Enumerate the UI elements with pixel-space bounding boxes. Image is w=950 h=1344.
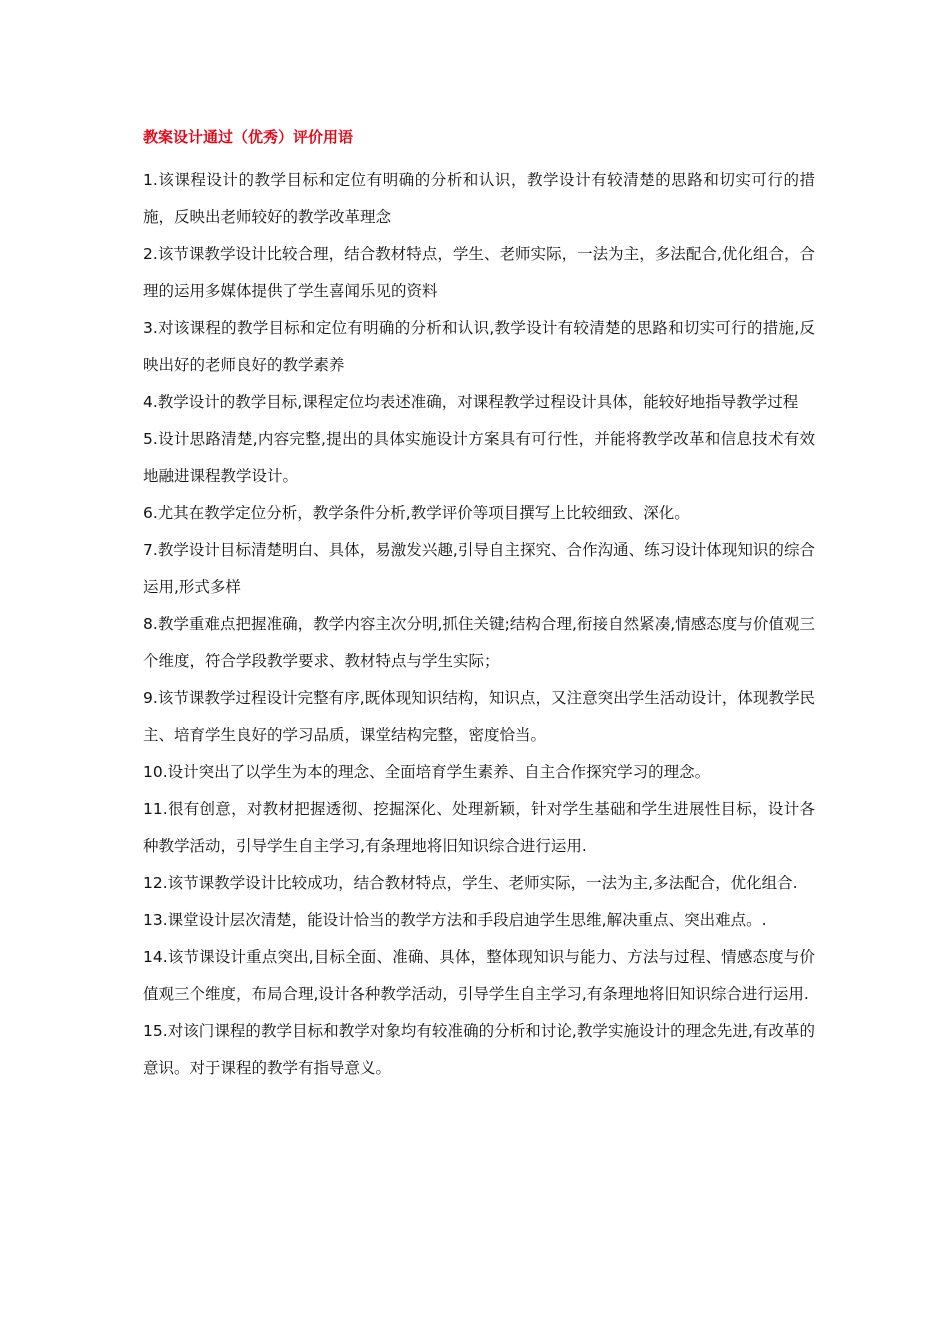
document-title: 教案设计通过（优秀）评价用语: [143, 128, 354, 146]
list-item: 2.该节课教学设计比较合理，结合教材特点，学生、老师实际，一法为主，多法配合,优化组合，合理的运用多媒体提供了学生喜闻乐见的资料: [143, 245, 815, 300]
list-item: 8.教学重难点把握准确，教学内容主次分明,抓住关键;结构合理,衔接自然紧凑,情感态度与价值观三个维度，符合学段教学要求、教材特点与学生实际；: [143, 615, 815, 670]
list-item: 14.该节课设计重点突出,目标全面、准确、具体，整体现知识与能力、方法与过程、情感态度与价值观三个维度，布局合理,设计各种教学活动，引导学生自主学习,有条理地将旧知识综合进行运用.: [143, 948, 815, 1003]
list-item: 3.对该课程的教学目标和定位有明确的分析和认识,教学设计有较清楚的思路和切实可行的措施,反映出好的老师良好的教学素养: [143, 319, 815, 374]
list-item: 11.很有创意，对教材把握透彻、挖掘深化、处理新颖，针对学生基础和学生进展性目标，设计各种教学活动，引导学生自主学习,有条理地将旧知识综合进行运用.: [143, 800, 815, 855]
list-item: 6.尤其在教学定位分析，教学条件分析,教学评价等项目撰写上比较细致、深化。: [143, 504, 690, 522]
list-item: 4.教学设计的教学目标,课程定位均表述准确，对课程教学过程设计具体，能较好地指导教学过程: [143, 393, 799, 411]
list-item: 7.教学设计目标清楚明白、具体，易激发兴趣,引导自主探究、合作沟通、练习设计体现知识的综合运用,形式多样: [143, 541, 815, 596]
list-item: 5.设计思路清楚,内容完整,提出的具体实施设计方案具有可行性，并能将教学改革和信息技术有效地融进课程教学设计。: [143, 430, 815, 485]
document-page: [143, 124, 815, 1087]
list-item: 12.该节课教学设计比较成功，结合教材特点，学生、老师实际，一法为主,多法配合，优化组合.: [143, 874, 798, 892]
item-list: [143, 162, 815, 1087]
list-item: 1.该课程设计的教学目标和定位有明确的分析和认识，教学设计有较清楚的思路和切实可行的措施，反映出老师较好的教学改革理念: [143, 171, 815, 226]
list-item: 13.课堂设计层次清楚，能设计恰当的教学方法和手段启迪学生思维,解决重点、突出难点。.: [143, 911, 767, 929]
list-item: 10.设计突出了以学生为本的理念、全面培育学生素养、自主合作探究学习的理念。: [143, 763, 711, 781]
list-item: 9.该节课教学过程设计完整有序,既体现知识结构，知识点，又注意突出学生活动设计，体现教学民主、培育学生良好的学习品质，课堂结构完整，密度恰当。: [143, 689, 815, 744]
list-item: 15.对该门课程的教学目标和教学对象均有较准确的分析和讨论,教学实施设计的理念先进,有改革的意识。对于课程的教学有指导意义。: [143, 1022, 815, 1077]
